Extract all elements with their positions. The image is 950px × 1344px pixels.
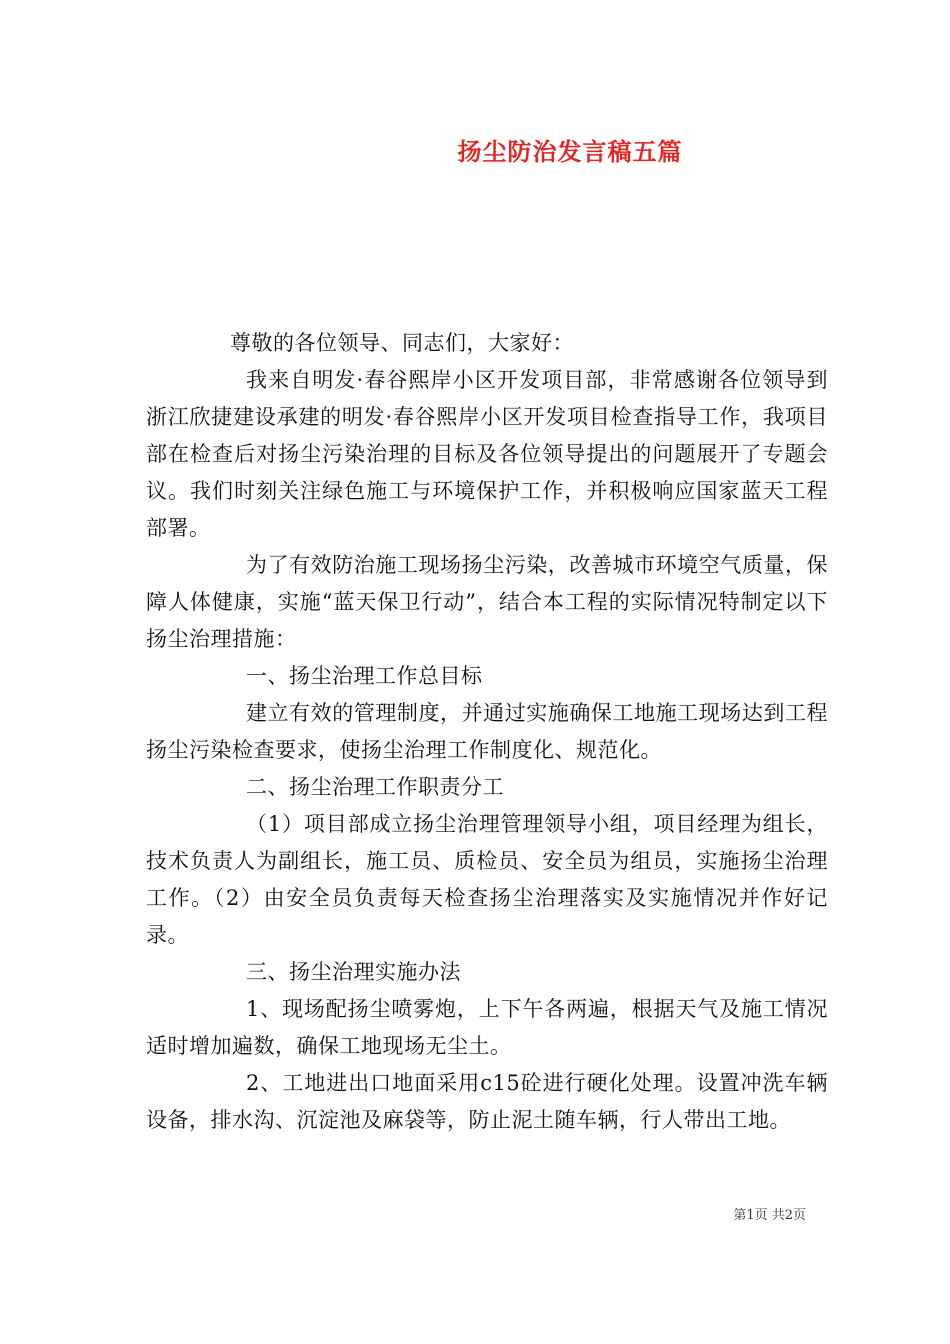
section-heading-goal: 一、扬尘治理工作总目标 (246, 664, 483, 688)
document-title: 扬尘防治发言稿五篇 (457, 137, 683, 166)
page-number: 第1页 共2页 (733, 1208, 806, 1223)
section-heading-measures: 三、扬尘治理实施办法 (246, 960, 461, 984)
section-text-goal: 建立有效的管理制度，并通过实施确保工地施工现场达到工程扬尘污染检查要求，使扬尘治理工作制度化、规范化。 (146, 701, 828, 762)
paragraph-intro: 我来自明发·春谷熙岸小区开发项目部，非常感谢各位领导到浙江欣捷建设承建的明发·春谷熙岸小区开发项目检查指导工作，我项目部在检查后对扬尘污染治理的目标及各位领导提出的问题展开了专题会议。我们时刻关注绿色施工与环境保护工作，并积极响应国家蓝天工程部署。 (146, 368, 828, 540)
measure-item-1: 1、现场配扬尘喷雾炮，上下午各两遍，根据天气及施工情况适时增加遍数，确保工地现场无尘土。 (146, 997, 828, 1058)
section-text-responsibility: （1）项目部成立扬尘治理管理领导小组，项目经理为组长，技术负责人为副组长，施工员、质检员、安全员为组员，实施扬尘治理工作。（2）由安全员负责每天检查扬尘治理落实及实施情况并作好记录。 (146, 812, 828, 947)
section-heading-responsibility: 二、扬尘治理工作职责分工 (246, 775, 504, 799)
paragraph-purpose: 为了有效防治施工现场扬尘污染，改善城市环境空气质量，保障人体健康，实施“蓝天保卫行动”，结合本工程的实际情况特制定以下扬尘治理措施： (146, 553, 828, 651)
measure-item-2: 2、工地进出口地面采用c15砼进行硬化处理。设置冲洗车辆设备，排水沟、沉淀池及麻袋等，防止泥土随车辆，行人带出工地。 (146, 1071, 828, 1132)
salutation: 尊敬的各位领导、同志们，大家好： (230, 331, 574, 355)
document-body (146, 325, 828, 1139)
